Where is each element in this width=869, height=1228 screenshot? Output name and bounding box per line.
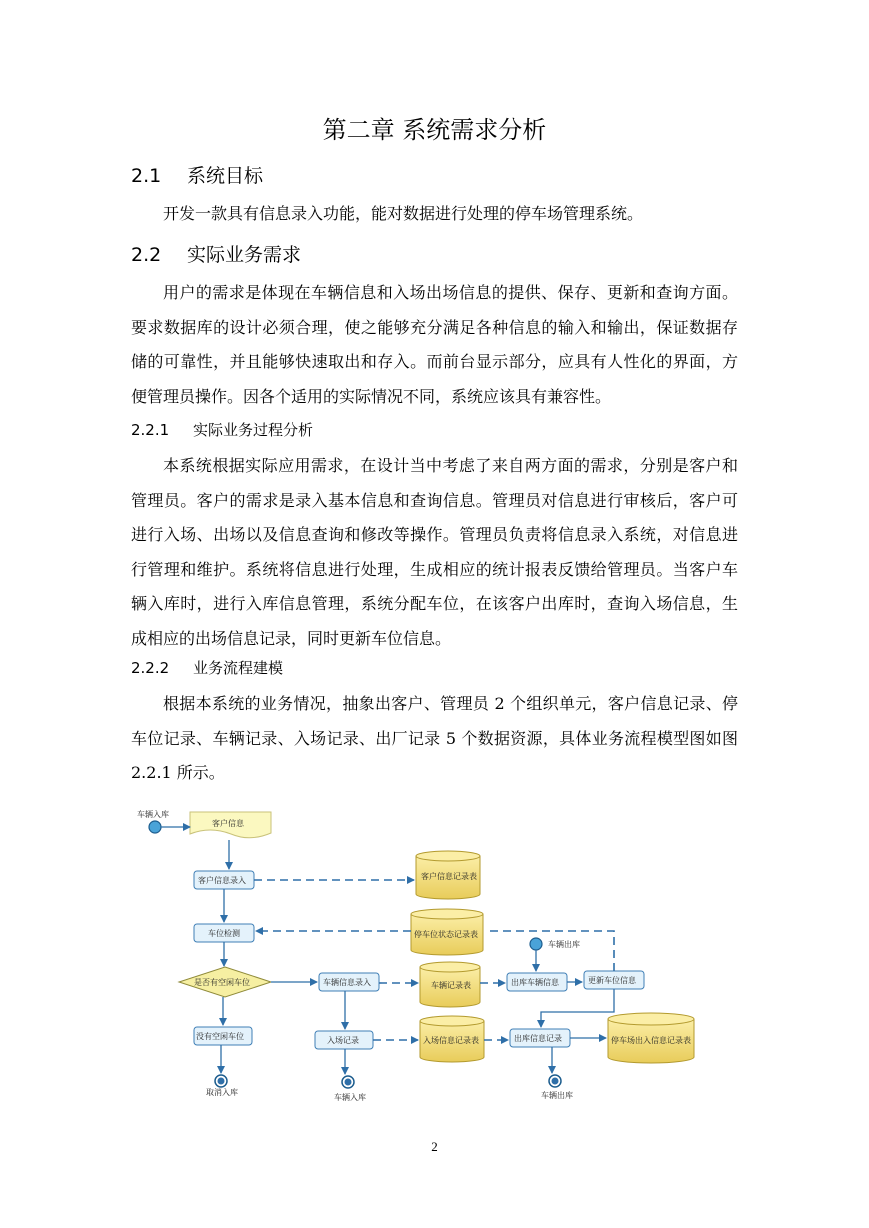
no-free-space-label: 没有空闲车位	[196, 1032, 244, 1041]
end-node-vehicle-in	[334, 1076, 366, 1102]
vehicle-record-table-label: 车辆记录表	[431, 981, 471, 990]
section-paragraph: 开发一款具有信息录入功能，能对数据进行处理的停车场管理系统。	[163, 204, 644, 223]
entry-info-table-label: 入场信息记录表	[423, 1036, 479, 1045]
space-check-label: 车位检测	[208, 929, 240, 938]
datastore-customer-info-table	[416, 851, 480, 899]
subsection-number: 2.2.2	[131, 659, 170, 677]
process-no-free-space	[194, 1027, 252, 1045]
entry-record-label: 入场记录	[327, 1036, 359, 1045]
section-number: 2.2	[131, 244, 162, 266]
subsection-title: 实际业务过程分析	[193, 421, 314, 439]
update-space-info-label: 更新车位信息	[588, 976, 636, 985]
start-node-vehicle-in	[137, 809, 169, 833]
end-node-vehicle-out	[541, 1075, 573, 1100]
process-vehicle-info-entry	[319, 973, 379, 991]
datastore-vehicle-record-table	[420, 962, 480, 1007]
process-customer-info-entry	[194, 871, 254, 889]
section-number: 2.1	[131, 165, 162, 187]
process-exit-vehicle-info	[507, 973, 567, 991]
chapter-title: 第二章 系统需求分析	[322, 116, 547, 144]
start-vehicle-in-label: 车辆入库	[137, 810, 169, 819]
process-space-check	[194, 924, 254, 942]
customer-info-entry-label: 客户信息录入	[198, 876, 246, 885]
process-update-space-info	[584, 971, 644, 989]
start-vehicle-out-label: 车辆出库	[548, 940, 580, 949]
start-node-vehicle-out	[530, 938, 580, 950]
section-title: 实际业务需求	[187, 244, 302, 266]
subsection-number: 2.2.1	[131, 421, 170, 439]
end-vehicle-out-label: 车辆出库	[541, 1091, 573, 1100]
decision-free-space	[179, 967, 271, 997]
data-flow-arrows	[254, 880, 614, 1040]
end-vehicle-in-label: 车辆入库	[334, 1093, 366, 1102]
process-entry-record	[315, 1031, 373, 1049]
page-number: 2	[431, 1139, 438, 1154]
end-node-cancel	[206, 1075, 238, 1097]
subsection-paragraph: 本系统根据实际应用需求，在设计当中考虑了来自两方面的需求，分别是客户和管理员。客户的需求是录入基本信息和查询信息。管理员对信息进行审核后，客户可进行入场、出场以及信息查询和修改等操作。管理员负责将信息录入系统，对信息进行管理和维护。系统将信息进行处理，生成相应的统计报表反馈给管理员。当客户车辆入库时，进行入库信息管理，系统分配车位，在该客户出库时，查询入场信息，生成相应的出场信息记录，同时更新车位信息。	[131, 456, 738, 648]
datastore-space-status-table	[411, 909, 483, 955]
exit-info-record-label: 出库信息记录	[514, 1034, 562, 1043]
datastore-in-out-table	[608, 1013, 694, 1063]
datastore-entry-info-table	[420, 1016, 484, 1062]
document-customer-info	[190, 812, 271, 838]
vehicle-info-entry-label: 车辆信息录入	[323, 978, 371, 987]
customer-info-doc-label: 客户信息	[212, 819, 244, 828]
section-paragraph: 用户的需求是体现在车辆信息和入场出场信息的提供、保存、更新和查询方面。要求数据库的设计必须合理，使之能够充分满足各种信息的输入和输出，保证数据存储的可靠性，并且能够快速取出和存入。而前台显示部分，应具有人性化的界面，方便管理员操作。因各个适用的实际情况不同，系统应该具有兼容性。	[131, 283, 738, 406]
in-out-table-label: 停车场出入信息记录表	[611, 1036, 691, 1045]
decision-free-space-label: 是否有空闲车位	[194, 978, 250, 987]
process-exit-info-record	[510, 1029, 570, 1047]
subsection-paragraph: 根据本系统的业务情况，抽象出客户、管理员 2 个组织单元，客户信息记录、停车位记录、车辆记录、入场记录、出厂记录 5 个数据资源，具体业务流程模型图如图 2.2.1 所示。	[131, 694, 738, 783]
customer-info-table-label: 客户信息记录表	[421, 872, 477, 881]
exit-vehicle-info-label: 出库车辆信息	[511, 978, 559, 987]
section-title: 系统目标	[187, 165, 264, 187]
space-status-table-label: 停车位状态记录表	[414, 930, 478, 939]
subsection-title: 业务流程建模	[193, 659, 284, 677]
end-cancel-label: 取消入库	[206, 1088, 238, 1097]
